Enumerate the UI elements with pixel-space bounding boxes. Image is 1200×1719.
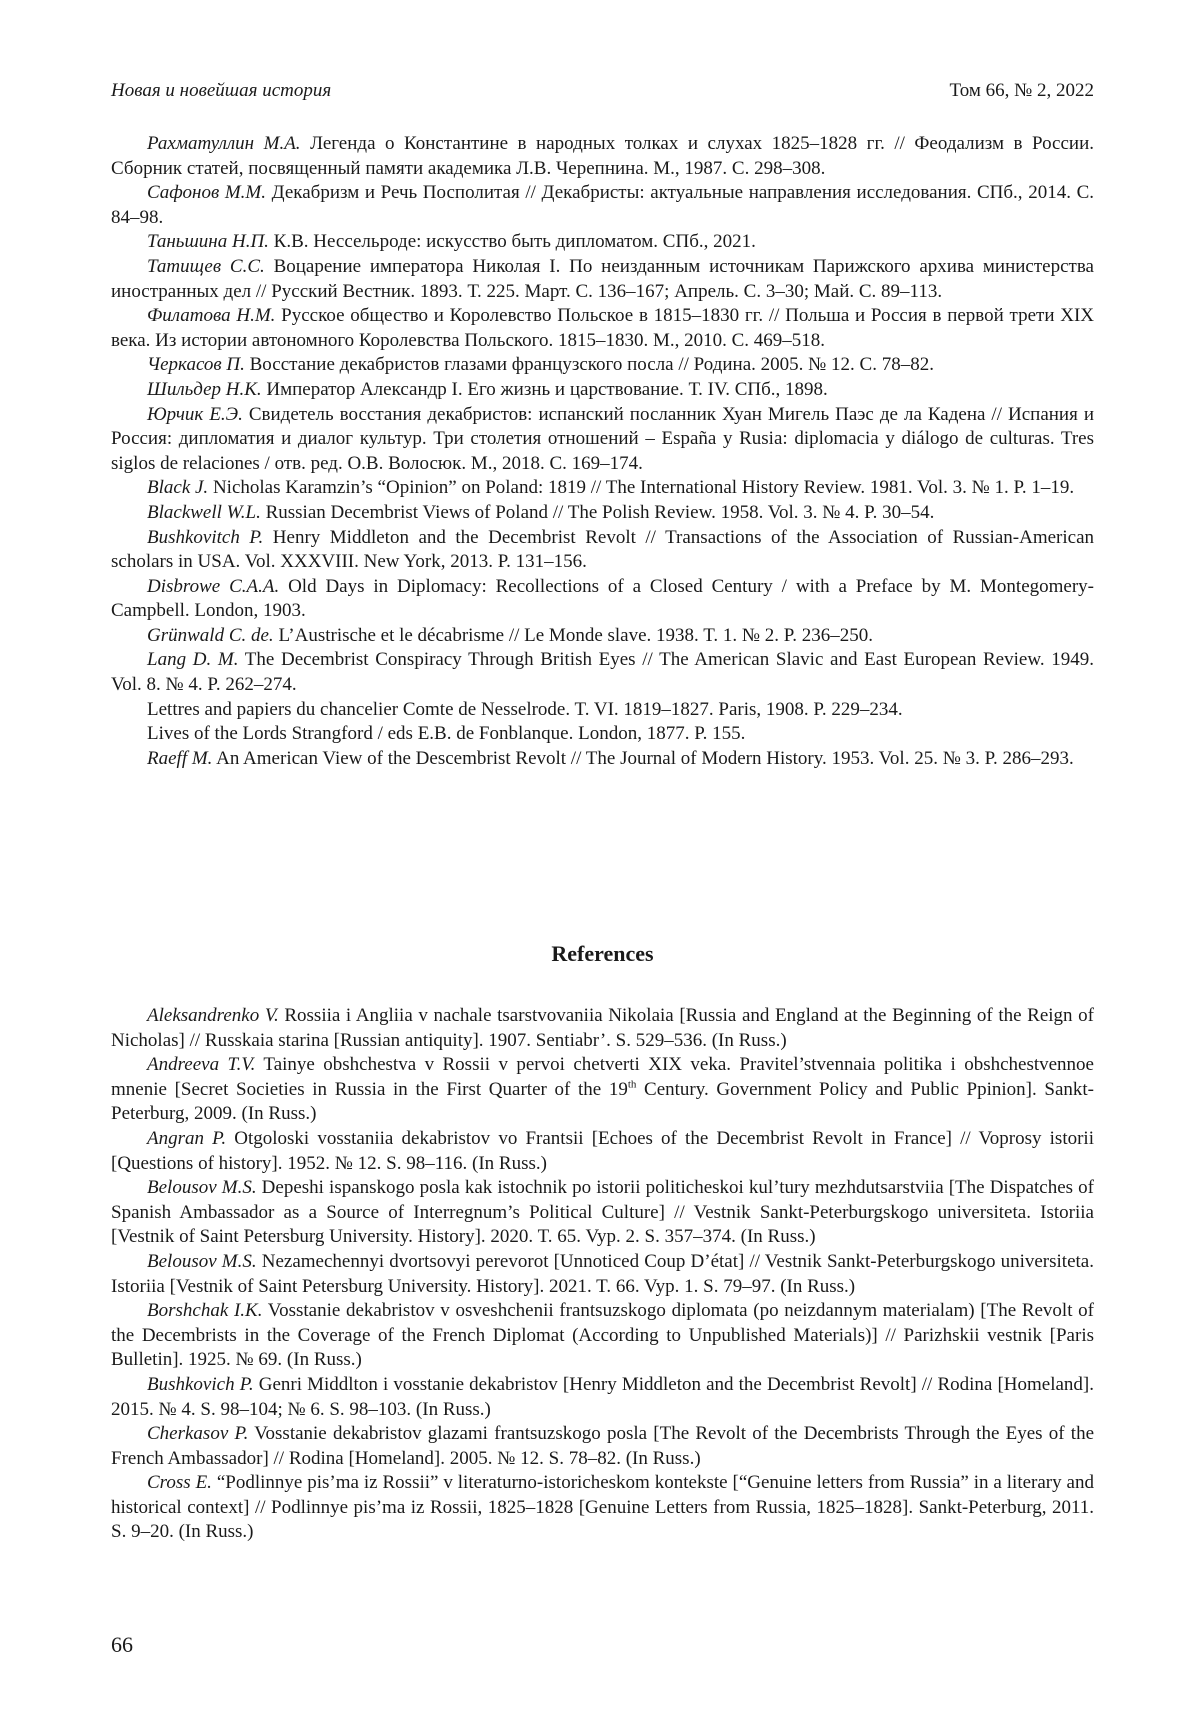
reference-entry [111,1299,1094,1373]
reference-author: Raeff M. [147,748,212,769]
reference-entry [111,624,1094,649]
reference-text: Восстание декабристов глазами французского посла // Родина. 2005. № 12. С. 78–82. [245,354,934,375]
reference-text: Rossiia i Angliia v nachale tsarstvovaniia Nikolaia [Russia and England at the Beginning of the Reign of Nicholas] // Russkaia starina [Russian antiquity]. 1907. Sentiabr’. S. 529–536. (In Russ.) [111,1005,1094,1051]
reference-entry [111,722,1094,747]
references-list [111,1004,1094,1545]
reference-author: Юрчик Е.Э. [147,404,243,425]
reference-author: Рахматуллин М.А. [147,133,301,154]
reference-entry [111,1004,1094,1053]
reference-author: Cherkasov P. [147,1423,248,1444]
reference-author: Шильдер Н.К. [147,379,262,400]
reference-author: Bushkovich P. [147,1374,254,1395]
reference-text-tail: Century. Government Policy and Public Ppinion]. Sankt-Peterburg, 2009. (In Russ.) [111,1079,1094,1125]
reference-entry [111,1250,1094,1299]
reference-entry [111,1422,1094,1471]
reference-text: Декабризм и Речь Посполитая // Декабристы: актуальные направления исследования. СПб., 2014. С. 84–98. [111,182,1094,228]
reference-entry [111,1127,1094,1176]
reference-entry [111,230,1094,255]
reference-author: Borshchak I.K. [147,1300,262,1321]
reference-entry [111,132,1094,181]
reference-entry [111,575,1094,624]
journal-title: Новая и новейшая история [111,80,331,102]
reference-author: Angran P. [147,1128,226,1149]
reference-text: Воцарение императора Николая I. По неизданным источникам Парижского архива министерства иностранных дел // Русский Вестник. 1893. Т. 225. Март. С. 136–167; Апрель. С. 3–30; Май. С. 89–113. [111,256,1094,302]
reference-text: Old Days in Diplomacy: Recollections of a Closed Century / with a Preface by M. Montegomery-Campbell. London, 1903. [111,576,1094,622]
reference-text: Nezamechennyi dvortsovyi perevorot [Unnoticed Coup D’état] // Vestnik Sankt-Peterburgskogo universiteta. Istoriia [Vestnik of Saint Petersburg University. History]. 2021. T. 66. Vyp. 1. S. 79–97. (In Russ.) [111,1251,1094,1297]
reference-entry [111,747,1094,772]
reference-text: L’Austrische et le décabrisme // Le Monde slave. 1938. T. 1. № 2. P. 236–250. [274,625,873,646]
reference-author: Татищев С.С. [147,256,265,277]
reference-author: Сафонов М.М. [147,182,266,203]
reference-author: Blackwell W.L. [147,502,261,523]
reference-text: Легенда о Константине в народных толках и слухах 1825–1828 гг. // Феодализм в России. Сборник статей, посвященный памяти академика Л.В. Черепнина. М., 1987. С. 298–308. [111,133,1094,179]
reference-text: Русское общество и Королевство Польское в 1815–1830 гг. // Польша и Россия в первой трети XIX века. Из истории автономного Королевства Польского. 1815–1830. М., 2010. С. 469–518. [111,305,1094,351]
reference-entry [111,476,1094,501]
reference-author: Black J. [147,477,208,498]
reference-author: Lang D. M. [147,649,238,670]
reference-text: Lives of the Lords Strangford / eds E.B. de Fonblanque. London, 1877. P. 155. [147,723,745,744]
reference-text: Russian Decembrist Views of Poland // The Polish Review. 1958. Vol. 3. № 4. P. 30–54. [261,502,935,523]
reference-entry [111,403,1094,477]
reference-text: Tainye obshchestva v Rossii v pervoi chetverti XIX veka. Pravitel’stvennaia politika i obshchestvennoe mnenie [Secret Societies in Russia in the First Quarter of the 19 [111,1054,1094,1100]
reference-text: Depeshi ispanskogo posla kak istochnik po istorii politicheskoi kul’tury mezhdutsarstviia [The Dispatches of Spanish Ambassador as a Source of Interregnum’s Political Culture] // Vestnik Sankt-Peterburgskogo universiteta. Istoriia [Vestnik of Saint Petersburg University. History]. 2020. T. 65. Vyp. 2. S. 357–374. (In Russ.) [111,1177,1094,1247]
reference-entry [111,353,1094,378]
reference-text: An American View of the Descembrist Revolt // The Journal of Modern History. 1953. Vol. 25. № 3. P. 286–293. [212,748,1073,769]
reference-text: Vosstanie dekabristov glazami frantsuzskogo posla [The Revolt of the Decembrists Through the Eyes of the French Ambassador] // Rodina [Homeland]. 2005. № 12. S. 78–82. (In Russ.) [111,1423,1094,1469]
issue-info: Том 66, № 2, 2022 [950,80,1094,102]
reference-author: Disbrowe C.A.A. [147,576,279,597]
reference-text: The Decembrist Conspiracy Through British Eyes // The American Slavic and East European Review. 1949. Vol. 8. № 4. P. 262–274. [111,649,1094,695]
reference-author: Черкасов П. [147,354,245,375]
reference-text: Henry Middleton and the Decembrist Revolt // Transactions of the Association of Russian-American scholars in USA. Vol. XXXVIII. New York, 2013. P. 131–156. [111,527,1094,573]
reference-author: Belousov M.S. [147,1251,257,1272]
reference-entry [111,1176,1094,1250]
reference-text: Nicholas Karamzin’s “Opinion” on Poland: 1819 // The International History Review. 1981. Vol. 3. № 1. P. 1–19. [208,477,1074,498]
reference-author: Филатова Н.М. [147,305,275,326]
reference-text: “Podlinnye pis’ma iz Rossii” v literaturno-istoricheskom kontekste [“Genuine letters from Russia” in a literary and historical context] // Podlinnye pis’ma iz Rossii, 1825–1828 [Genuine Letters from Russia, 1825–1828]. Sankt-Peterburg, 2011. S. 9–20. (In Russ.) [111,1472,1094,1542]
reference-text: Император Александр I. Его жизнь и царствование. Т. IV. СПб., 1898. [262,379,828,400]
reference-author: Cross E. [147,1472,212,1493]
reference-entry [111,378,1094,403]
reference-author: Bushkovitch P. [147,527,263,548]
reference-entry [111,181,1094,230]
reference-author: Таньшина Н.П. [147,231,269,252]
reference-entry [111,1373,1094,1422]
reference-entry [111,698,1094,723]
reference-superscript: th [628,1078,637,1090]
reference-entry [111,255,1094,304]
reference-text: Genri Middlton i vosstanie dekabristov [Henry Middleton and the Decembrist Revolt] // Rodina [Homeland]. 2015. № 4. S. 98–104; № 6. S. 98–103. (In Russ.) [111,1374,1094,1420]
reference-text: Otgoloski vosstaniia dekabristov vo Frantsii [Echoes of the Decembrist Revolt in France] // Voprosy istorii [Questions of history]. 1952. № 12. S. 98–116. (In Russ.) [111,1128,1094,1174]
reference-entry [111,304,1094,353]
reference-entry [111,1471,1094,1545]
reference-author: Grünwald C. de. [147,625,274,646]
reference-author: Aleksandrenko V. [147,1005,279,1026]
reference-entry [111,648,1094,697]
references-heading: References [111,941,1094,967]
reference-text: Свидетель восстания декабристов: испанский посланник Хуан Мигель Паэс де ла Кадена // Испания и Россия: дипломатия и диалог культур. Три столетия отношений – España y Rusia: diplomacia y diálogo de culturas. Tres siglos de relaciones / отв. ред. О.В. Волосюк. М., 2018. С. 169–174. [111,404,1094,474]
reference-author: Belousov M.S. [147,1177,257,1198]
reference-entry [111,501,1094,526]
reference-author: Andreeva T.V. [147,1054,255,1075]
reference-text: К.В. Нессельроде: искусство быть дипломатом. СПб., 2021. [269,231,756,252]
reference-text: Lettres and papiers du chancelier Comte de Nesselrode. T. VI. 1819–1827. Paris, 1908. P. 229–234. [147,699,903,720]
bibliography-list [111,132,1094,771]
reference-entry [111,1053,1094,1127]
reference-text: Vosstanie dekabristov v osveshchenii frantsuzskogo diplomata (po neizdannym materialam) [The Revolt of the Decembrists in the Coverage of the French Diplomat (According to Unpublished Materials)] // Parizhskii vestnik [Paris Bulletin]. 1925. № 69. (In Russ.) [111,1300,1094,1370]
reference-entry [111,526,1094,575]
running-header [111,80,1094,106]
page-number: 66 [111,1632,133,1658]
